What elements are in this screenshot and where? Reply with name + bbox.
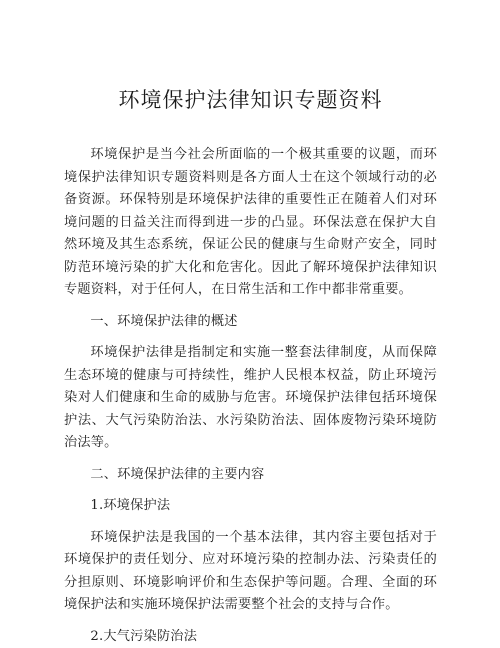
section-2-heading: 二、环境保护法律的主要内容	[64, 464, 437, 487]
section-1-heading: 一、环境保护法律的概述	[64, 311, 437, 334]
document-title: 环境保护法律知识专题资料	[64, 84, 437, 114]
subsection-1-paragraph: 环境保护法是我国的一个基本法律，其内容主要包括对于环境保护的责任划分、应对环境污染的控制办法、污染责任的分担原则、环境影响评价和生态保护等问题。合理、全面的环境保护法和实施环境保护法需要整个社会的支持与合作。	[64, 527, 437, 617]
section-1-paragraph: 环境保护法律是指制定和实施一整套法律制度，从而保障生态环境的健康与可持续性，维护人民根本权益，防止环境污染对人们健康和生命的威胁与危害。环境保护法律包括环境保护法、大气污染防治法、水污染防治法、固体废物污染环境防治法等。	[64, 342, 437, 455]
subsection-2-heading: 2.大气污染防治法	[64, 626, 437, 648]
subsection-1-heading: 1.环境保护法	[64, 495, 437, 518]
intro-paragraph: 环境保护是当今社会所面临的一个极其重要的议题，而环境保护法律知识专题资料则是各方面人士在这个领域行动的必备资源。环保特别是环境保护法律的重要性正在随着人们对环境问题的日益关注而得到进一步的凸显。环保法意在保护大自然环境及其生态系统，保证公民的健康与生命财产安全，同时防范环境污染的扩大化和危害化。因此了解环境保护法律知识专题资料，对于任何人，在日常生活和工作中都非常重要。	[64, 144, 437, 302]
